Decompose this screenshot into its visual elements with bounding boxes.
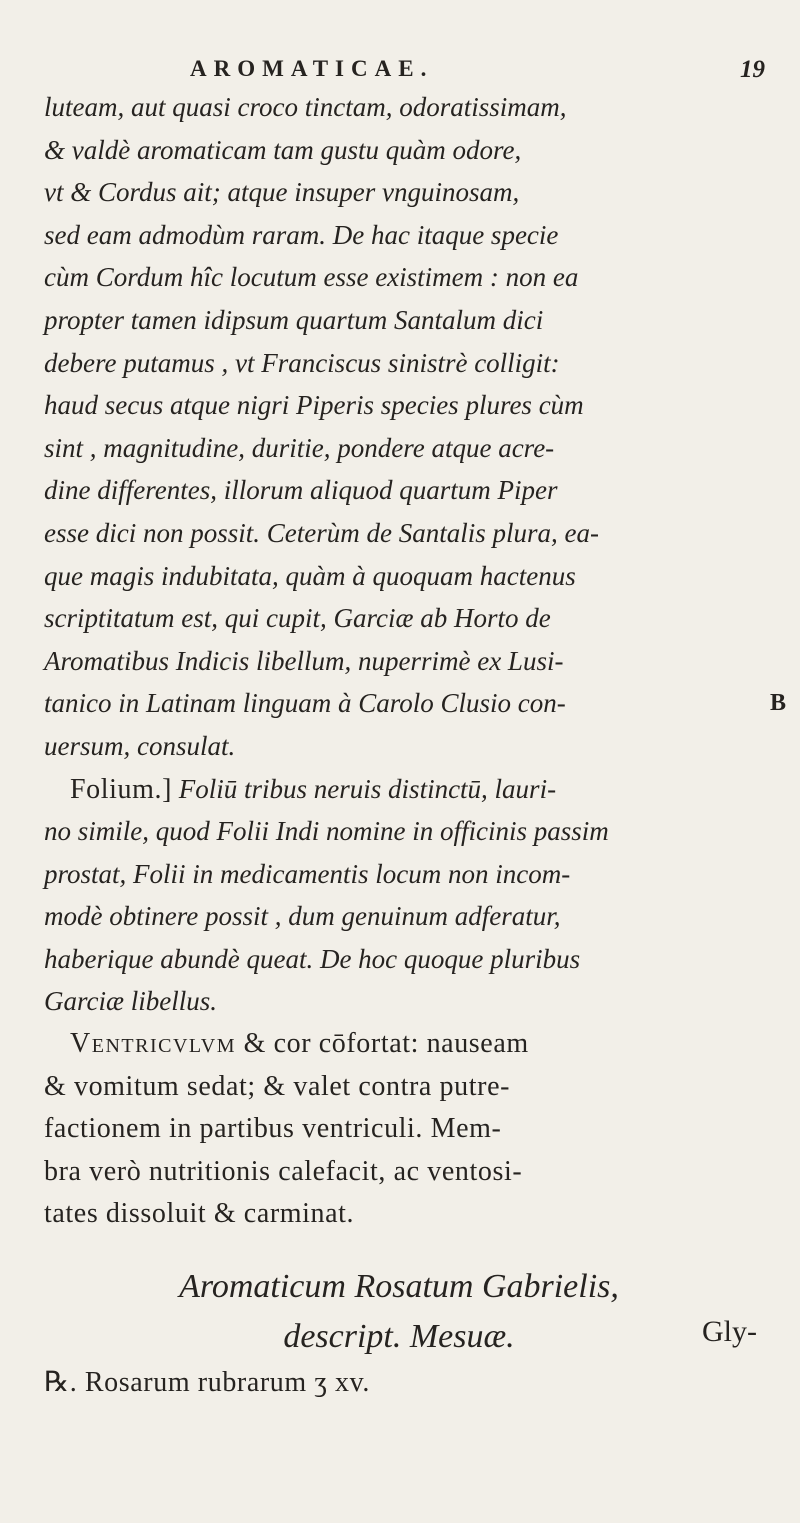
text-line: luteam, aut quasi croco tinctam, odoratissimam, — [44, 92, 567, 122]
text-line: no simile, quod Folii Indi nomine in officinis passim — [44, 816, 609, 847]
text-line: uersum, consulat. — [44, 730, 236, 761]
text-line: sed eam admodùm raram. De hac itaque specie — [44, 219, 559, 250]
text-line: haberique abundè queat. De hoc quoque pluribus — [44, 943, 581, 974]
text-line: & cor cōfortat: nauseam — [243, 1028, 529, 1060]
text-line: Garciæ libellus. — [44, 986, 217, 1017]
section-title: Aromaticum Rosatum Gabrielis, — [179, 1268, 619, 1306]
text-line: & vomitum sedat; & valet contra putre- — [44, 1070, 511, 1102]
ventriculum-label: Ventricvlvm — [70, 1028, 236, 1060]
text-line: bra verò nutritionis calefacit, ac ventosi- — [44, 1155, 523, 1187]
text-line: tates dissoluit & carminat. — [44, 1198, 355, 1230]
text-line: prostat, Folii in medicamentis locum non incom- — [44, 858, 571, 889]
text-line: scriptitatum est, qui cupit, Garciæ ab Horto de — [44, 603, 551, 634]
text-line: tanico in Latinam linguam à Carolo Clusio con- — [44, 688, 566, 719]
section-spacer — [44, 1236, 754, 1262]
text-line: Aromatibus Indicis libellum, nuperrimè ex Lusi- — [44, 645, 564, 676]
ventriculum-paragraph-first-line — [44, 1023, 754, 1066]
folium-paragraph-first-line — [44, 768, 754, 811]
text-line: Foliū tribus neruis distinctū, lauri- — [178, 773, 557, 804]
recipe-line: ℞. Rosarum rubrarum ʒ xv. — [44, 1367, 370, 1399]
text-line: sint , magnitudine, duritie, pondere atque acre- — [44, 432, 555, 463]
text-line: haud secus atque nigri Piperis species plures cùm — [44, 390, 584, 421]
text-line: factionem in partibus ventriculi. Mem- — [44, 1113, 502, 1145]
page-number: 19 — [740, 56, 765, 83]
folium-label: Folium.] — [70, 773, 173, 805]
text-line: debere putamus , vt Franciscus sinistrè colligit: — [44, 347, 560, 378]
text-line: propter tamen idipsum quartum Santalum dici — [44, 304, 544, 335]
text-line: que magis indubitata, quàm à quoquam hactenus — [44, 560, 576, 591]
text-block — [44, 86, 754, 1405]
text-line: esse dici non possit. Ceterùm de Santalis plura, ea- — [44, 517, 599, 548]
catchword: Gly- — [702, 1315, 757, 1348]
running-title: AROMATICAE. — [190, 56, 434, 81]
section-subtitle: descript. Mesuæ. — [283, 1318, 515, 1356]
text-line: dine differentes, illorum aliquod quartum Piper — [44, 475, 558, 506]
text-line: cùm Cordum hîc locutum esse existimem : non ea — [44, 262, 579, 293]
text-line: modè obtinere possit , dum genuinum adferatur, — [44, 901, 561, 932]
margin-letter: B — [770, 690, 787, 716]
text-line: & valdè aromaticam tam gustu quàm odore, — [44, 134, 522, 165]
text-line: vt & Cordus ait; atque insuper vnguinosam, — [44, 177, 520, 208]
